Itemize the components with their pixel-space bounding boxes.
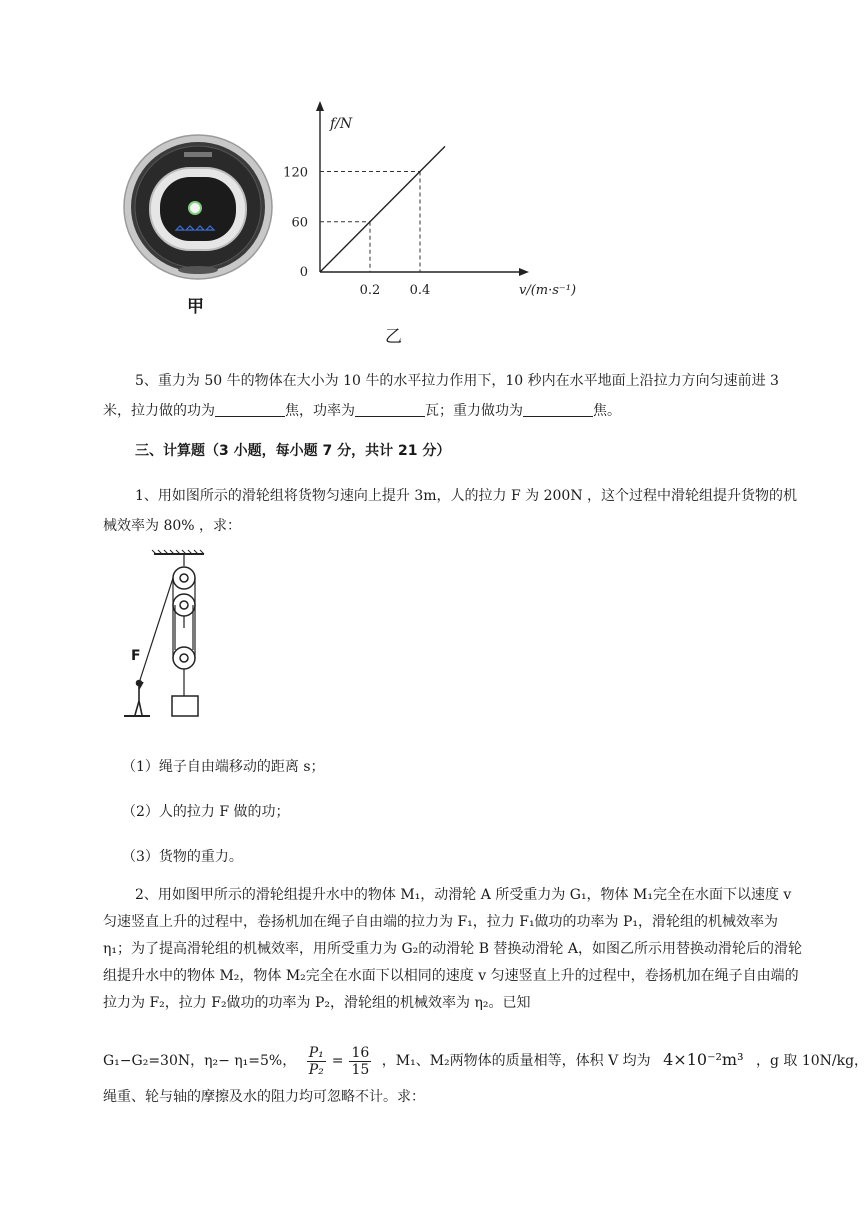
fraction-denominator: P₂ bbox=[308, 1061, 324, 1078]
figure-jia-caption: 甲 bbox=[187, 297, 204, 317]
given-condition-g-eta: G₁−G₂=30N，η₂− η₁=5%， bbox=[103, 1053, 297, 1069]
value-denominator: 15 bbox=[351, 1061, 370, 1078]
section-3-heading: 三、计算题（3 小题，每小题 7 分，共计 21 分） bbox=[135, 443, 451, 459]
y-tick-label: 120 bbox=[283, 165, 308, 181]
question-5 bbox=[103, 366, 803, 426]
question-5-text-a: 5、重力为 50 牛的物体在大小为 10 牛的水平拉力作用下，10 秒内在水平地面上沿拉力方向匀速前进 3 米，拉力做的功为 bbox=[103, 373, 779, 419]
answer-blank-work[interactable] bbox=[215, 402, 285, 417]
calc-question-2: 2、用如图甲所示的滑轮组提升水中的物体 M₁，动滑轮 A 所受重力为 G₁，物体 M₁完全在水面下以速度 v 匀速竖直上升的过程中，卷扬机加在绳子自由端的拉力为 F₁，拉力 F₁做功的功率为 P₁，滑轮组的机械效率为 η₁；为了提高滑轮组的机械效率，用所受重力为 G₂的动滑轮 B 替换动滑轮 A，如图乙所示用替换动滑轮后的滑轮组提升水中的物体 M₂，物体 M₂完全在水面下以相同的速度 v 匀速竖直上升的过程中，卷扬机加在绳子自由端的拉力为 F₂，拉力 F₂做功的功率为 P₂，滑轮组的机械效率为 η₂。已知 bbox=[103, 887, 802, 1011]
calc-question-1: 1、用如图所示的滑轮组将货物匀速向上提升 3m，人的拉力 F 为 200N ，这个过程中滑轮组提升货物的机械效率为 80% ，求： bbox=[103, 488, 798, 534]
calc-2-conditions bbox=[103, 1038, 868, 1083]
friction-velocity-chart bbox=[280, 100, 577, 350]
robot-vacuum-image bbox=[118, 130, 278, 280]
question-5-text-b: 焦，功率为 bbox=[285, 403, 355, 419]
fraction-equals: = bbox=[331, 1053, 344, 1069]
y-axis-arrow bbox=[316, 101, 324, 111]
origin-label: 0 bbox=[299, 265, 308, 280]
power-ratio-fraction bbox=[307, 1045, 326, 1078]
figure-yi-caption: 乙 bbox=[385, 327, 402, 347]
answer-blank-gravity-work[interactable] bbox=[523, 402, 593, 417]
calc-1-sub-question-1: （1）绳子自由端移动的距离 s； bbox=[122, 759, 325, 775]
calc-1-sub-question-3: （3）货物的重力。 bbox=[122, 849, 243, 865]
force-label-F: F bbox=[131, 648, 141, 664]
power-ratio-value bbox=[349, 1045, 371, 1078]
question-5-text-c: 瓦；重力做功为 bbox=[425, 403, 523, 419]
volume-value: 4×10⁻²m³ bbox=[663, 1050, 744, 1069]
pulley-system-figure bbox=[118, 550, 218, 722]
data-line bbox=[320, 146, 445, 272]
y-tick-label: 60 bbox=[291, 215, 308, 231]
x-axis-arrow bbox=[519, 268, 529, 276]
answer-blank-power[interactable] bbox=[355, 402, 425, 417]
given-condition-g: ，g 取 10N/kg， bbox=[755, 1053, 868, 1069]
x-axis-label: v/(m·s⁻¹) bbox=[519, 283, 577, 298]
x-tick-label: 0.2 bbox=[359, 283, 381, 298]
robot-vacuum-figure bbox=[118, 130, 278, 280]
calc-1-sub-question-2: （2）人的拉力 F 做的功； bbox=[122, 804, 290, 820]
x-tick-label: 0.4 bbox=[409, 283, 431, 298]
y-axis-label: f/N bbox=[330, 116, 353, 132]
calc-2-last-line: 绳重、轮与轴的摩擦及水的阻力均可忽略不计。求： bbox=[103, 1089, 425, 1105]
value-numerator: 16 bbox=[351, 1044, 370, 1061]
given-condition-mass: ，M₁、M₂两物体的质量相等，体积 V 均为 bbox=[381, 1053, 651, 1069]
question-5-text-d: 焦。 bbox=[593, 403, 621, 419]
fraction-numerator: P₁ bbox=[308, 1044, 324, 1061]
